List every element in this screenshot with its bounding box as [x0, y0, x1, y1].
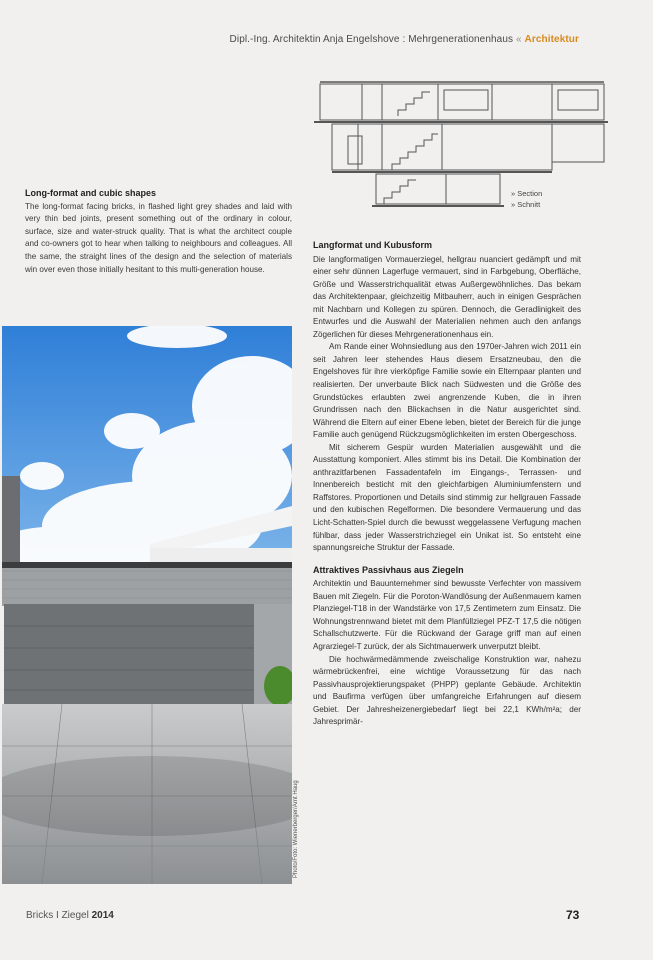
german-paragraph-2: Am Rande einer Wohnsiedlung aus den 1970er-Jahren wich 2011 ein seit Jahren leer stehendes Haus diesem Ersatzneubau, den die Engelshoves für ihre vierköpfige Familie sowie ein Elternpaar planten und realisierten. Der unverbaute Blick nach Südwesten und die Größe des Grundstückes erlaubten zwei angrenzende Kuben, die in ihren Grundrissen nach den Blickachsen in die Natur ausgerichtet sind. Während die Eltern auf einer Ebene leben, bietet der Bereich für die junge Familie auch genügend Rückzugsmöglichkeiten im ersten Obergeschoss.: [313, 342, 581, 440]
header-project: Mehrgenerationenhaus: [408, 34, 514, 45]
house-photo: [2, 326, 292, 884]
header-author: Dipl.-Ing. Architektin Anja Engelshove: [229, 34, 400, 45]
caption-english: » Section: [511, 189, 543, 198]
footer-year: 2014: [91, 910, 114, 921]
english-column: [25, 187, 292, 276]
english-body: The long-format facing bricks, in flashed light grey shades and laid with very thin bed joints, present something out of the ordinary in colour, surface, size and water-struck quality. That is what the architect couple and co-owners got to hear when talking to neighbours and colleagues. All the same, the straight lines of the design and the selection of materials win over even those initially hesitant to this multi-generation house.: [25, 201, 292, 274]
header-separator: :: [402, 34, 406, 45]
header-arrows: «: [515, 34, 522, 45]
header-section: Architektur: [524, 34, 579, 45]
footer-title-de: Ziegel: [61, 910, 89, 921]
section-drawing: [312, 76, 610, 212]
german-heading-1: Langformat und Kubusform: [313, 240, 432, 250]
german-paragraph-5: Die hochwärmedämmende zweischalige Konstruktion war, nahezu wärmebrückenfrei, eine wichtige Voraussetzung für das nach Passivhausprojektierungspaket (PHPP) geplante Gebäude. Architektin und Baufirma verfügen über umfangreiche Erfahrungen auf diesem Gebiet. Der Jahresheizenergiebedarf liegt bei 22,1 KWh/m²a; der Jahresprimär-: [313, 654, 581, 727]
german-column: [313, 239, 581, 729]
german-heading-2: Attraktives Passivhaus aus Ziegeln: [313, 564, 464, 575]
german-paragraph-4: Architektin und Bauunternehmer sind bewusste Verfechter von massivem Bauen mit Ziegeln. Für die Poroton-Wandlösung der Außenmauern kamen Planziegel-T18 in der Wandstärke von 17,5 Zentimetern zum Einsatz. Die Wohnungstrennwand bietet mit dem Planfüllziegel PFZ-T 17,5 die nötigen Schallschutzwerte. Für die Rückwand der Garage griff man auf einen Agrarziegel-T zurück, der als Sichtmauerwerk unverputzt bleibt.: [313, 579, 581, 651]
page-number: 73: [566, 908, 580, 922]
footer-magazine: [26, 910, 114, 921]
german-paragraph-1: Die langformatigen Vormauerziegel, hellgrau nuanciert gedämpft und mit einer sehr dünnen Lagerfuge vermauert, sind in Farbgebung, Oberfläche, Größe und Wasserstrichqualität etwas Außergewöhnliches. Das bekam das Architektenpaar, gleichzeitig Mitbauherr, auch in einigen Gesprächen mit Nachbarn und Kollegen zu spüren. Dennoch, die Geradlinigkeit des Entwurfes und die Auswahl der Materialien nehmen auch den anfangs Zögerlichen für dieses Mehrgenerationenhaus ein.: [313, 254, 581, 339]
english-heading: Long-format and cubic shapes: [25, 188, 157, 198]
caption-german: » Schnitt: [511, 200, 541, 209]
running-header: [230, 34, 579, 45]
footer-title-en: Bricks: [26, 910, 54, 921]
footer-divider: I: [56, 910, 59, 921]
drawing-caption: [511, 188, 542, 210]
photo-credit: Photo/Foto: Wienerberger/Arnt Haug: [293, 780, 299, 878]
german-paragraph-3: Mit sicherem Gespür wurden Materialien ausgewählt und die Ausstattung komponiert. Alles stimmt bis ins Detail. Die Kombination der anthrazitfarbenen Fassadentafeln im Eingangs-, Terrassen- und Innenbereich besticht mit den gleichfarbigen Aluminiumfenstern und Raffstores. Proportionen und Details sind stimmig zur hellgrauen Fassade und den kubischen Regelformen. Die besondere Vermauerung und das Licht-Schatten-Spiel durch die bewusst weggelassene Verfugung machen fühlbar, dass jeder Wasserstrichziegel ein Unikat ist. So entsteht eine spannungsreiche Struktur der Fassade.: [313, 442, 581, 553]
